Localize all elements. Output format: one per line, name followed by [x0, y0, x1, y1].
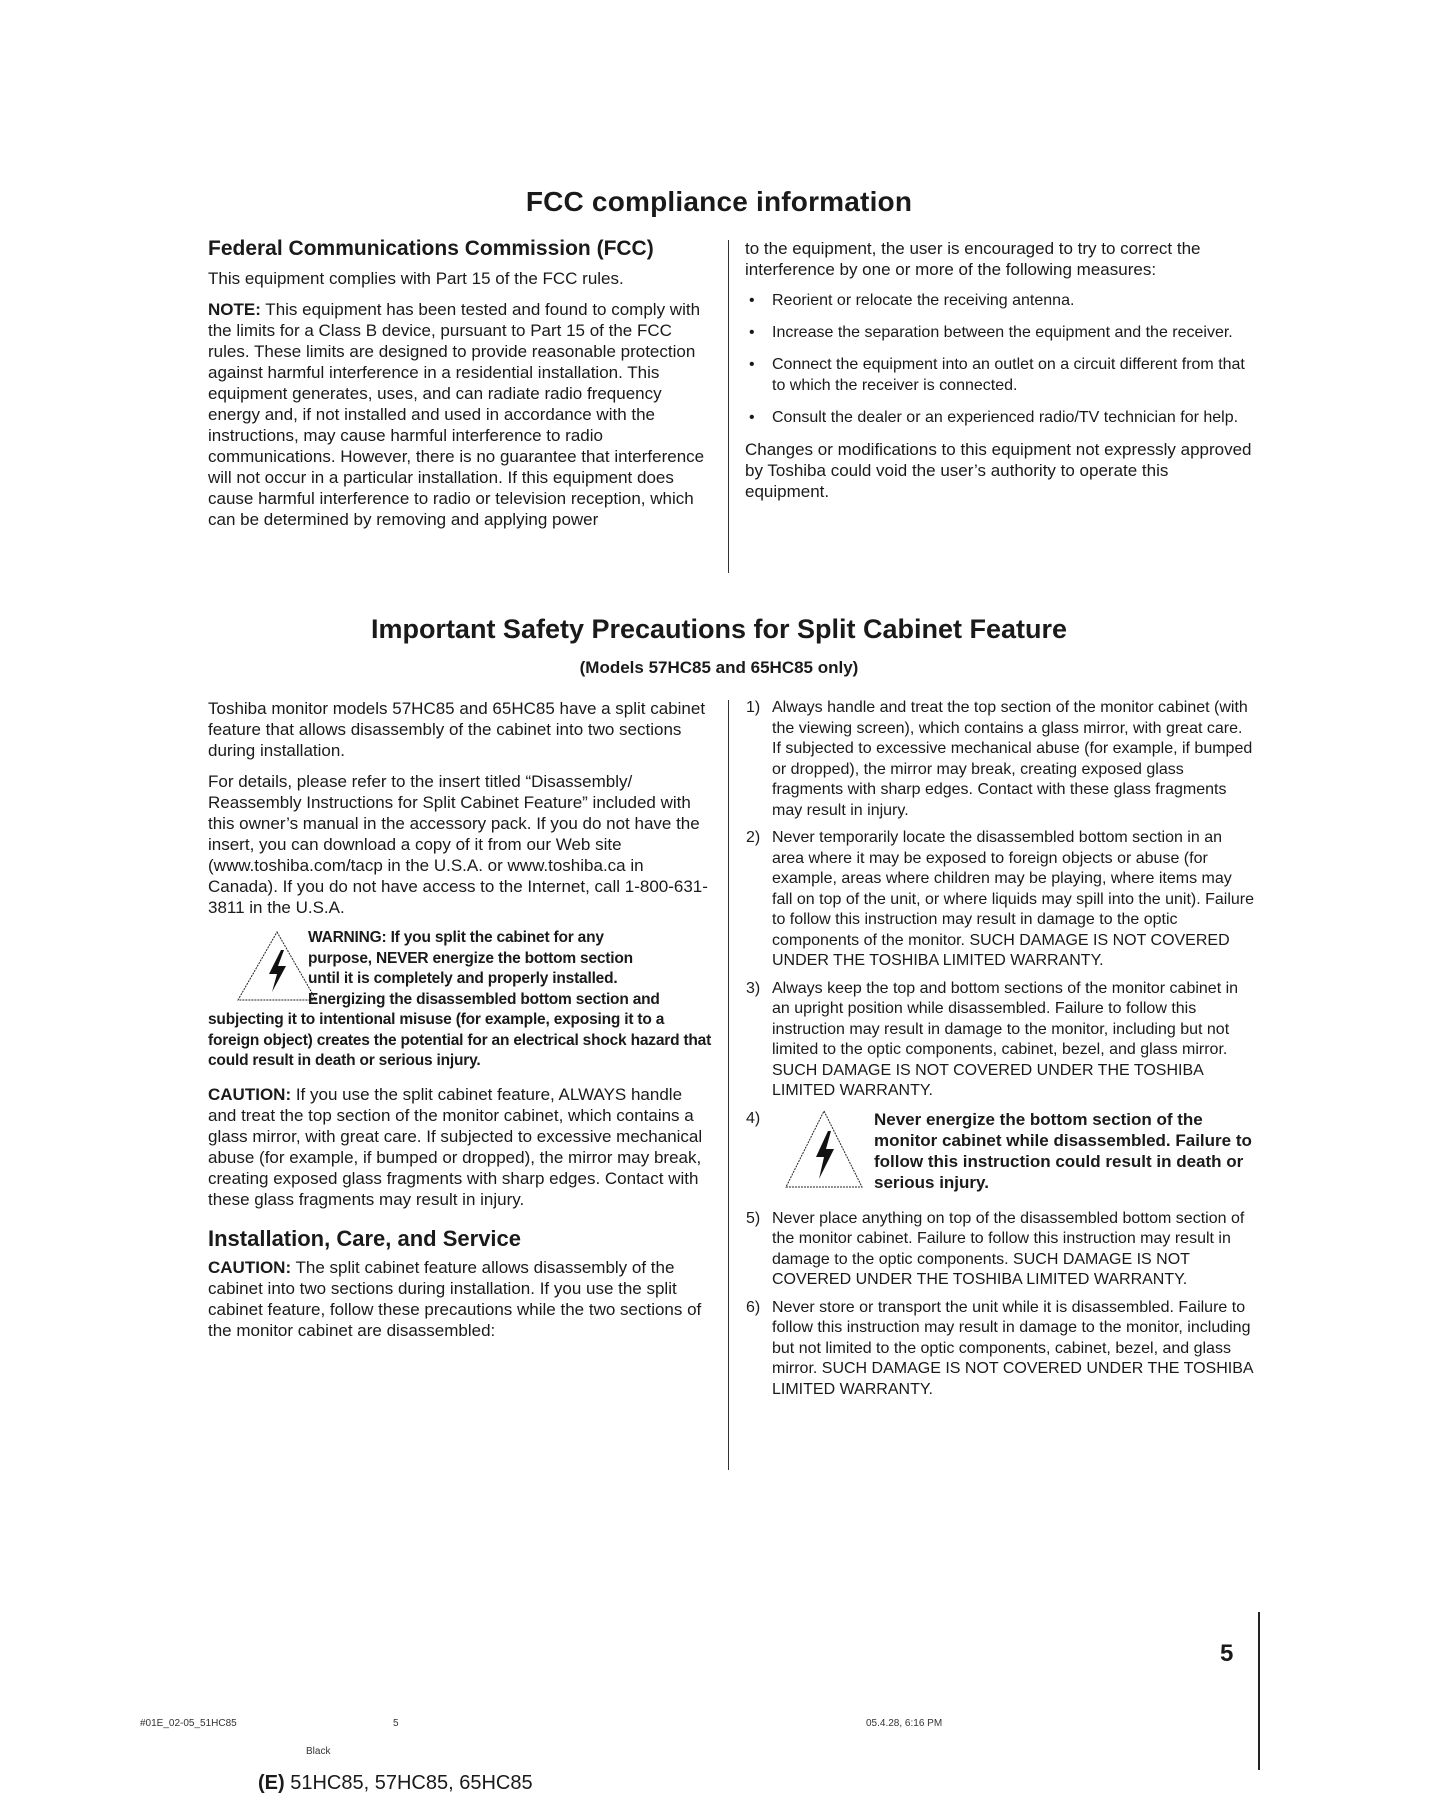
safety-title: Important Safety Precautions for Split Cabinet Feature — [370, 614, 1068, 644]
file-page: 5 — [393, 1718, 399, 1729]
fcc-measures-list — [745, 290, 1255, 428]
fcc-right-column — [745, 238, 1255, 512]
list-item: • Consult the dealer or an experienced radio/TV technician for help. — [749, 409, 1239, 426]
file-code: #01E_02-05_51HC85 — [140, 1718, 237, 1729]
list-item: • Connect the equipment into an outlet on a circuit different from that to which the receiver is connected. — [749, 356, 1245, 394]
list-item: • Increase the separation between the equipment and the receiver. — [749, 324, 1233, 341]
warning-block — [208, 928, 713, 1072]
safety-left-column — [208, 698, 713, 1351]
safety-p1: Toshiba monitor models 57HC85 and 65HC85 have a split cabinet feature that allows disassembly of the cabinet into two sections during installation. — [208, 699, 706, 760]
caution-label: CAUTION: — [208, 1257, 292, 1277]
bullet-icon: • — [749, 409, 755, 426]
print-timestamp: 05.4.28, 6:16 PM — [866, 1718, 943, 1729]
electrical-warning-icon — [236, 930, 318, 1002]
fcc-intro: This equipment complies with Part 15 of the FCC rules. — [208, 269, 624, 288]
color-separation-label: Black — [306, 1746, 331, 1757]
page-edge-rule — [1258, 1612, 1260, 1770]
electrical-warning-icon — [784, 1109, 864, 1191]
list-item: 6) Never store or transport the unit while it is disassembled. Failure to follow this instruction may result in damage to the monitor, including but not limited to the optic components, cabinet, bezel, and glass mirror. SUCH DAMAGE IS NOT COVERED UNDER THE TOSHIBA LIMITED WARRANTY. — [746, 1298, 1253, 1398]
list-item: 1) Always handle and treat the top section of the monitor cabinet (with the viewing screen), which contains a glass mirror, with great care. If subjected to excessive mechanical abuse (for example, if bumped or dropped), the mirror may break, creating exposed glass fragments with sharp edges. Contact with these glass fragments may result in injury. — [746, 699, 1253, 819]
list-item: 5) Never place anything on top of the disassembled bottom section of the monitor cabinet. Failure to follow this instruction may result in damage to the optic components. SUCH DAMAGE IS NOT COVERED UNDER THE TOSHIBA LIMITED WARRANTY. — [746, 1209, 1245, 1288]
warning-text: WARNING: If you split the cabinet for any purpose, NEVER energize the bottom section until it is completely and properly installed. Energizing the disassembled bottom section and subjecting it to intentional misuse (for example, exposing it to a foreign object) creates the potential for an electrical shock hazard that could result in death or serious injury. — [208, 929, 712, 1069]
caution-1: CAUTION: If you use the split cabinet feature, ALWAYS handle and treat the top section of the monitor cabinet, which contains a glass mirror, with great care. If subjected to excessive mechanical abuse (for example, if bumped or dropped), the mirror may break, creating exposed glass fragments with sharp edges. Contact with these glass fragments may result in injury. — [208, 1084, 703, 1209]
column-divider — [728, 700, 729, 1470]
list-item: 3) Always keep the top and bottom sections of the monitor cabinet in an upright position while disassembled. Failure to follow this instruction may result in damage to the monitor, including but not limited to the optic components, cabinet, bezel, and glass mirror. SUCH DAMAGE IS NOT COVERED UNDER THE TOSHIBA LIMITED WARRANTY. — [746, 979, 1239, 1099]
precautions-list-continued — [740, 1209, 1255, 1401]
note-text: This equipment has been tested and found to comply with the limits for a Class B device, pursuant to Part 15 of the FCC rules. These limits are designed to provide reasonable protection against harmful interference in a residential installation. This equipment generates, uses, and can radiate radio frequency energy and, if not installed and used in accordance with the instructions, may cause harmful interference to radio communications. However, there is no guarantee that interference will not occur in a particular installation. If this equipment does cause harmful interference to radio or television reception, which can be determined by removing and applying power — [208, 300, 705, 529]
bullet-icon: • — [749, 356, 755, 373]
note-label: NOTE: — [208, 300, 261, 319]
caution-label: CAUTION: — [208, 1084, 292, 1104]
models-label: (E) 51HC85, 57HC85, 65HC85 — [258, 1772, 533, 1794]
fcc-left-column — [208, 236, 713, 540]
list-item: 2) Never temporarily locate the disassembled bottom section in an area where it may be exposed to foreign objects or abuse (for example, areas where children may be playing, where items may fall on top of the unit, or where liquids may spill into the unit). Failure to follow this instruction may result in damage to the optic components of the monitor. SUCH DAMAGE IS NOT COVERED UNDER THE TOSHIBA LIMITED WARRANTY. — [746, 829, 1255, 969]
bullet-icon: • — [749, 292, 755, 309]
list-item-warning: 4) Never energize the bottom section of the monitor cabinet while disassembled. Failure to follow this instruction could result in death or serious injury. — [746, 1109, 1252, 1192]
fcc-note — [208, 299, 713, 530]
fcc-heading: Federal Communications Commission (FCC) — [208, 237, 654, 260]
install-heading: Installation, Care, and Service — [208, 1225, 522, 1251]
safety-right-column — [740, 698, 1255, 1407]
precautions-list — [740, 698, 1255, 1102]
fcc-title: FCC compliance information — [525, 186, 913, 217]
list-item: • Reorient or relocate the receiving antenna. — [749, 292, 1075, 309]
safety-subtitle: (Models 57HC85 and 65HC85 only) — [579, 658, 859, 677]
fcc-changes: Changes or modifications to this equipment not expressly approved by Toshiba could void the user’s authority to operate this equipment. — [745, 440, 1252, 501]
fcc-continued: to the equipment, the user is encouraged to try to correct the interference by one or more of the following measures: — [745, 239, 1201, 279]
column-divider — [728, 240, 729, 573]
page-number: 5 — [1220, 1640, 1234, 1667]
caution-2: CAUTION: The split cabinet feature allows disassembly of the cabinet into two sections during installation. If you use the split cabinet feature, follow these precautions while the two sections of the monitor cabinet are disassembled: — [208, 1257, 702, 1340]
safety-p2: For details, please refer to the insert titled “Disassembly/ Reassembly Instructions for Split Cabinet Feature” included with this owner’s manual in the accessory pack. If you do not have the insert, you can download a copy of it from our Web site (www.toshiba.com/tacp in the U.S.A. or www.toshiba.ca in Canada). If you do not have access to the Internet, call 1-800-631-3811 in the U.S.A. — [208, 772, 708, 917]
bullet-icon: • — [749, 324, 755, 341]
